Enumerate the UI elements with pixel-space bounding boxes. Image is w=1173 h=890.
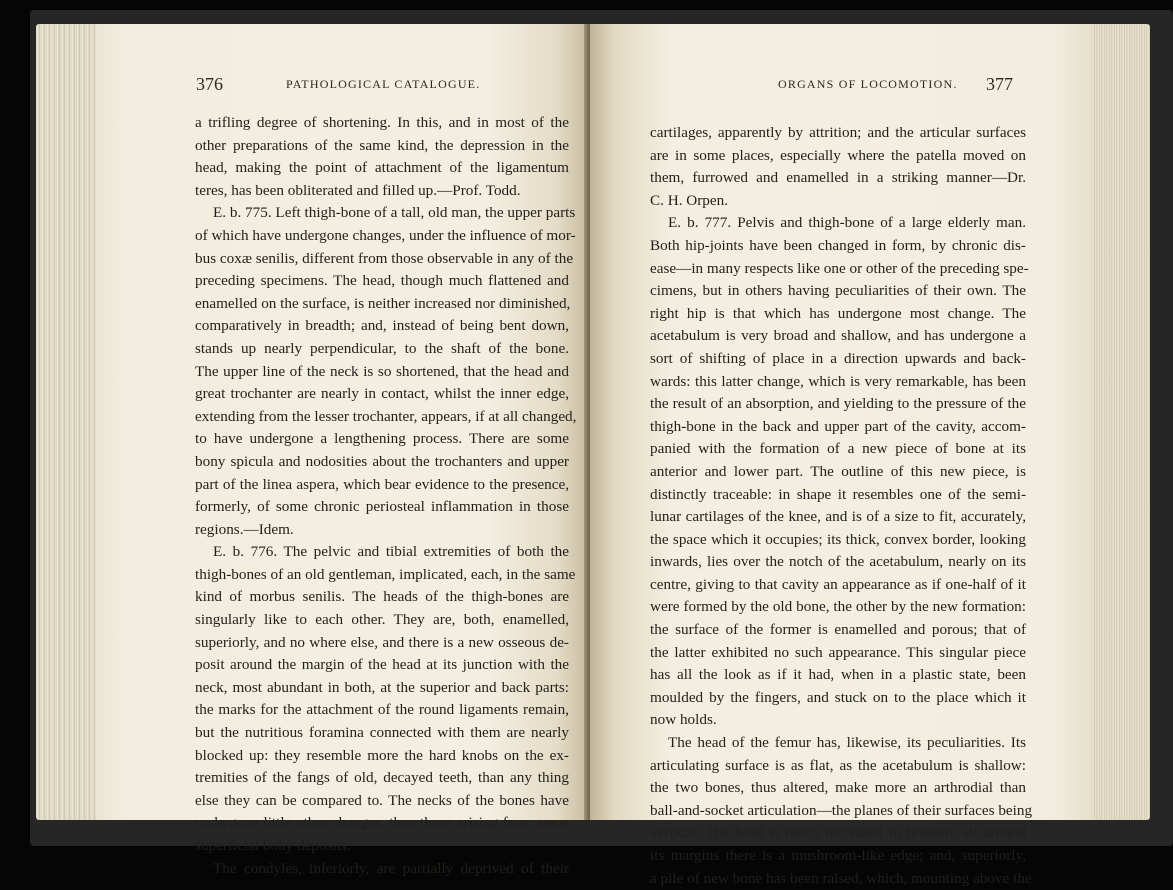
- page-body-text: [195, 112, 577, 880]
- text-line: inwards, lies over the notch of the acetabulum, nearly on its: [650, 553, 1026, 571]
- text-line: part of the linea aspera, which bear evidence to the presence,: [195, 475, 569, 493]
- text-line: a trifling degree of shortening. In this, and in most of the: [195, 114, 569, 131]
- text-line: now holds.: [650, 711, 717, 729]
- text-line: bus coxæ senilis, different from those observable in any of the: [195, 249, 574, 267]
- text-line: The condyles, inferiorly, are partially deprived of their: [213, 859, 569, 877]
- text-line: but the nutritious foramina connected with them are nearly: [195, 724, 569, 742]
- text-line: singularly like to each other. They are, both, enamelled,: [195, 611, 569, 629]
- text-line: stands up nearly perpendicular, to the shaft of the bone.: [195, 339, 569, 357]
- text-line: cartilages, apparently by attrition; and the articular surfaces: [650, 124, 1026, 141]
- text-line: head, making the point of attachment of the ligamentum: [195, 159, 569, 177]
- text-line: has all the look as if it had, when in a plastic state, been: [650, 666, 1026, 684]
- page-number: 376: [196, 74, 223, 94]
- text-line: ease—in many respects like one or other of the preceding spe-: [650, 259, 1029, 277]
- right-page-edges: [1090, 24, 1150, 820]
- text-line: bony spicula and nodosities about the trochanters and upper: [195, 452, 569, 470]
- text-line: the surface of the former is enamelled and porous; that of: [650, 621, 1026, 639]
- text-line: cimens, but in others having peculiarities of their own. The: [650, 282, 1026, 300]
- text-line: the result of an absorption, and yielding to the pressure of the: [650, 395, 1026, 413]
- text-line: formerly, of some chronic periosteal inflammation in those: [195, 498, 569, 516]
- text-line: other preparations of the same kind, the depression in the: [195, 136, 569, 154]
- text-line: right hip is that which has undergone most change. The: [650, 304, 1026, 322]
- page-body-text: [650, 122, 1033, 890]
- text-line: a pile of new bone has been raised, which, mounting above the: [650, 869, 1032, 887]
- text-line: panied with the formation of a new piece of bone at its: [650, 440, 1026, 458]
- text-line: kind of morbus senilis. The heads of the thigh-bones are: [195, 588, 569, 606]
- right-page: [590, 24, 1092, 887]
- text-line: articulating surface is as flat, as the acetabulum is shallow:: [650, 756, 1026, 774]
- text-line: centre, giving to that cavity an appearance as if one-half of it: [650, 575, 1026, 593]
- text-line: E. b. 777. Pelvis and thigh-bone of a large elderly man.: [668, 214, 1026, 232]
- text-line: The upper line of the neck is so shortened, that the head and: [195, 362, 569, 380]
- text-line: tremities of the fangs of old, decayed teeth, than any thing: [195, 769, 569, 787]
- text-line: teres, has been obliterated and filled up.—Prof. Todd.: [195, 181, 521, 199]
- running-head: ORGANS OF LOCOMOTION.: [778, 77, 958, 91]
- text-line: the space which it occupies; its thick, convex border, looking: [650, 530, 1026, 548]
- text-line: great trochanter are nearly in contact, whilst the inner edge,: [195, 385, 569, 403]
- text-line: Both hip-joints have been changed in form, by chronic dis-: [650, 236, 1026, 254]
- text-line: are in some places, especially where the patella moved on: [650, 146, 1026, 164]
- text-line: else they can be compared to. The necks of the bones have: [195, 791, 569, 809]
- running-head: PATHOLOGICAL CATALOGUE.: [286, 77, 481, 91]
- text-line: anterior and lower part. The outline of this new piece, is: [650, 462, 1026, 480]
- text-line: wards: this latter change, which is very remarkable, has been: [650, 372, 1026, 390]
- text-line: extending from the lesser trochanter, appears, if at all changed,: [195, 407, 577, 425]
- text-line: to have undergone a lengthening process. There are some: [195, 430, 569, 448]
- text-line: superiorly, and no where else, and there is a new osseous de-: [195, 633, 569, 651]
- text-line: them, furrowed and enamelled in a striking manner—Dr.: [650, 169, 1026, 187]
- text-line: E. b. 776. The pelvic and tibial extremities of both the: [213, 543, 569, 561]
- text-line: C. H. Orpen.: [650, 191, 729, 209]
- page-number: 377: [986, 74, 1013, 94]
- text-line: the latter exhibited no such appearance. This singular piece: [650, 643, 1026, 661]
- text-line: comparatively in breadth; and, instead of being bent down,: [195, 317, 569, 335]
- text-line: of which have undergone changes, under the influence of mor-: [195, 226, 576, 244]
- text-line: neck, most abundant in both, at the superior and back parts:: [195, 678, 569, 696]
- text-line: were formed by the old bone, the other by the new formation:: [650, 598, 1026, 616]
- text-line: The head of the femur has, likewise, its peculiarities. Its: [668, 734, 1026, 752]
- text-line: undergone little other changes, than those arising from some: [195, 814, 569, 832]
- text-line: preceding specimens. The head, though much flattened and: [195, 272, 569, 290]
- text-line: superficial bony deposits.: [195, 837, 351, 854]
- text-line: posit around the margin of the head at its junction with the: [195, 656, 569, 674]
- text-line: moulded by the fingers, and stuck on to the place which it: [650, 688, 1026, 706]
- text-line: the marks for the attachment of the round ligaments remain,: [195, 701, 569, 719]
- text-line: ball-and-socket articulation—the planes of their surfaces being: [650, 801, 1033, 819]
- text-line: blocked up: they resemble more the hard knobs on the ex-: [195, 746, 569, 764]
- text-line: vertical. The head is much increased in breadth: all around: [650, 824, 1026, 842]
- text-line: E. b. 775. Left thigh-bone of a tall, old man, the upper parts: [213, 204, 576, 222]
- text-line: the two bones, thus altered, make more an arthrodial than: [650, 779, 1026, 797]
- text-line: sort of shifting of place in a direction upwards and back-: [650, 349, 1026, 367]
- left-page: [96, 24, 586, 877]
- text-line: thigh-bone in the back and upper part of the cavity, accom-: [650, 417, 1026, 435]
- text-line: distinctly traceable: in shape it resembles one of the semi-: [650, 485, 1026, 503]
- text-line: acetabulum is very broad and shallow, and has undergone a: [650, 327, 1026, 345]
- text-line: its margins there is a mushroom-like edge; and, superiorly,: [650, 847, 1026, 864]
- text-line: enamelled on the surface, is neither increased nor diminished,: [195, 294, 571, 312]
- text-line: thigh-bones of an old gentleman, implicated, each, in the same: [195, 565, 576, 583]
- text-line: regions.—Idem.: [195, 520, 294, 538]
- text-line: lunar cartilages of the knee, and is of a size to fit, accurately,: [650, 508, 1026, 526]
